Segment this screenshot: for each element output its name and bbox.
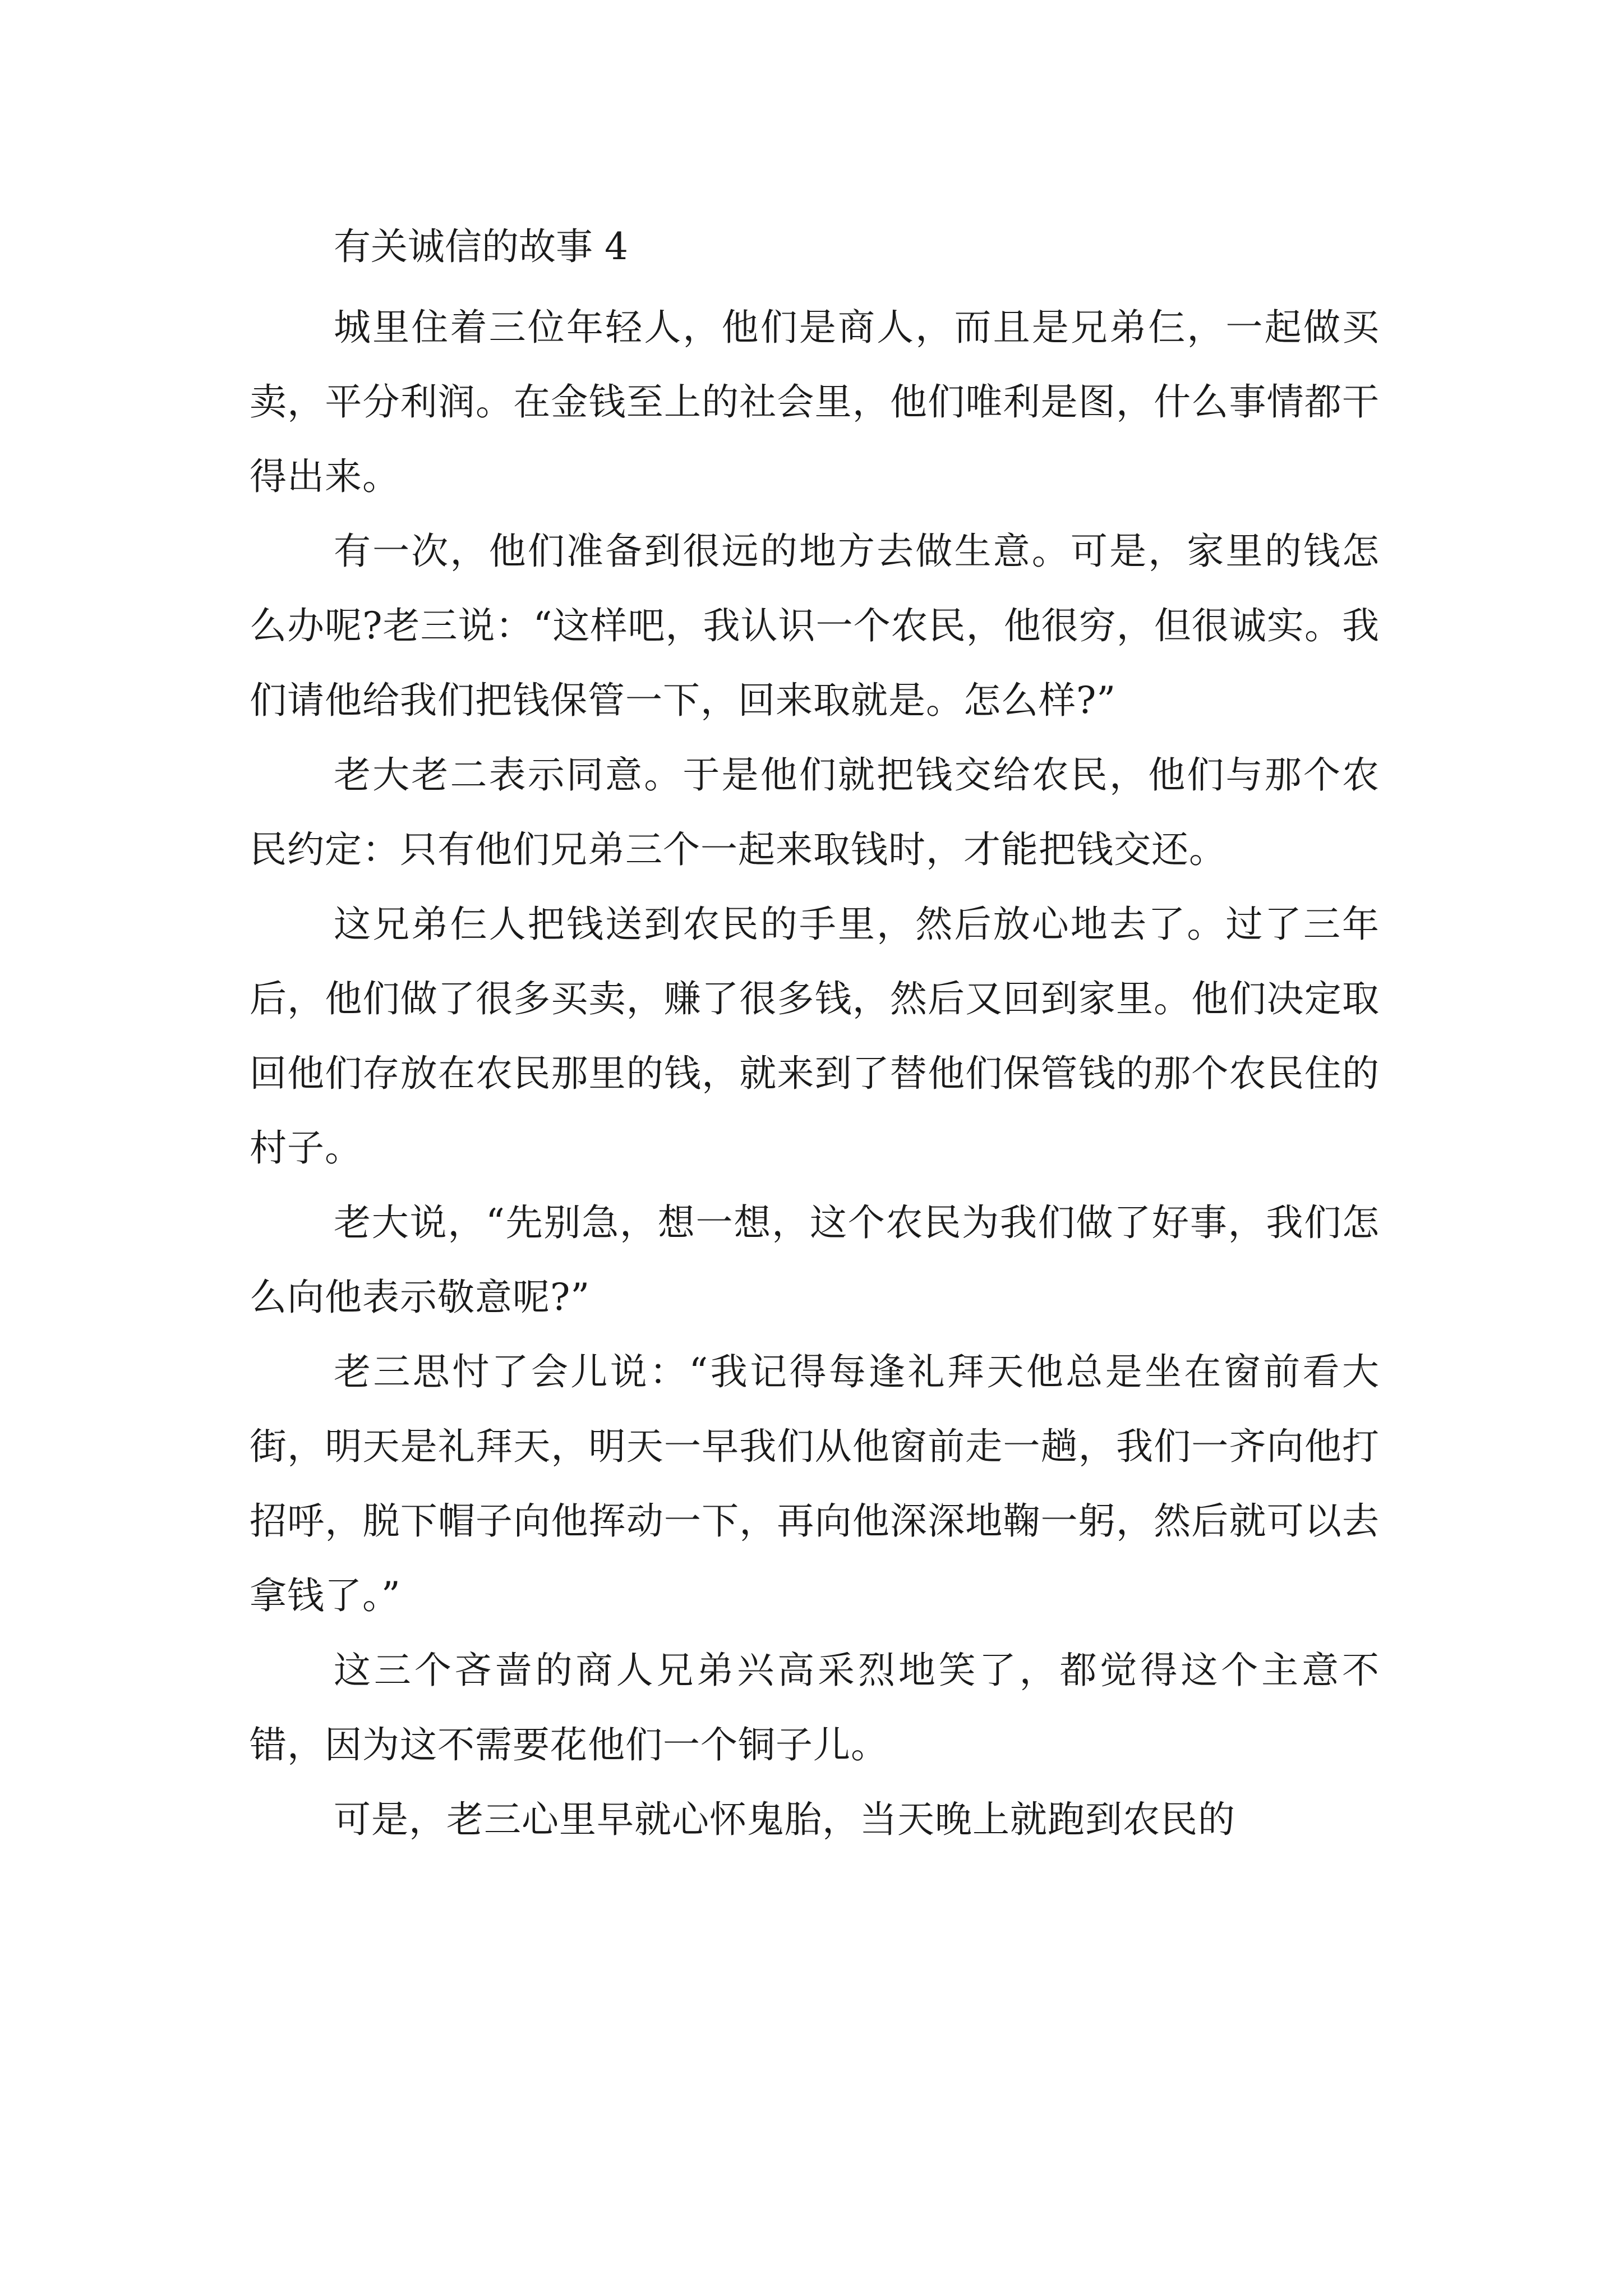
paragraph-8: 可是，老三心里早就心怀鬼胎，当天晚上就跑到农民的 bbox=[334, 1798, 1235, 1841]
paragraph-6: 老三思忖了会儿说：“我记得每逢礼拜天他总是坐在窗前看大街，明天是礼拜天，明天一早我们从他窗前走一趟，我们一齐向他打招呼，脱下帽子向他挥动一下，再向他深深地鞠一躬，然后就可以去拿钱了。” bbox=[250, 1350, 1380, 1617]
paragraph-5: 老大说，“先别急，想一想，这个农民为我们做了好事，我们怎么向他表示敬意呢?” bbox=[250, 1201, 1380, 1319]
paragraph-2: 有一次，他们准备到很远的地方去做生意。可是，家里的钱怎么办呢?老三说：“这样吧，我认识一个农民，他很穷，但很诚实。我们请他给我们把钱保管一下，回来取就是。怎么样?” bbox=[250, 530, 1380, 722]
paragraph-1: 城里住着三位年轻人，他们是商人，而且是兄弟仨，一起做买卖，平分利润。在金钱至上的社会里，他们唯利是图，什么事情都干得出来。 bbox=[250, 306, 1380, 498]
document-body bbox=[250, 218, 1380, 1857]
paragraph-4: 这兄弟仨人把钱送到农民的手里，然后放心地去了。过了三年后，他们做了很多买卖，赚了很多钱，然后又回到家里。他们决定取回他们存放在农民那里的钱，就来到了替他们保管钱的那个农民住的村子。 bbox=[250, 903, 1380, 1170]
page-title: 有关诚信的故事 4 bbox=[334, 225, 628, 268]
paragraph-3: 老大老二表示同意。于是他们就把钱交给农民，他们与那个农民约定：只有他们兄弟三个一起来取钱时，才能把钱交还。 bbox=[250, 753, 1380, 871]
paragraph-7: 这三个吝啬的商人兄弟兴高采烈地笑了，都觉得这个主意不错，因为这不需要花他们一个铜子儿。 bbox=[250, 1649, 1380, 1766]
